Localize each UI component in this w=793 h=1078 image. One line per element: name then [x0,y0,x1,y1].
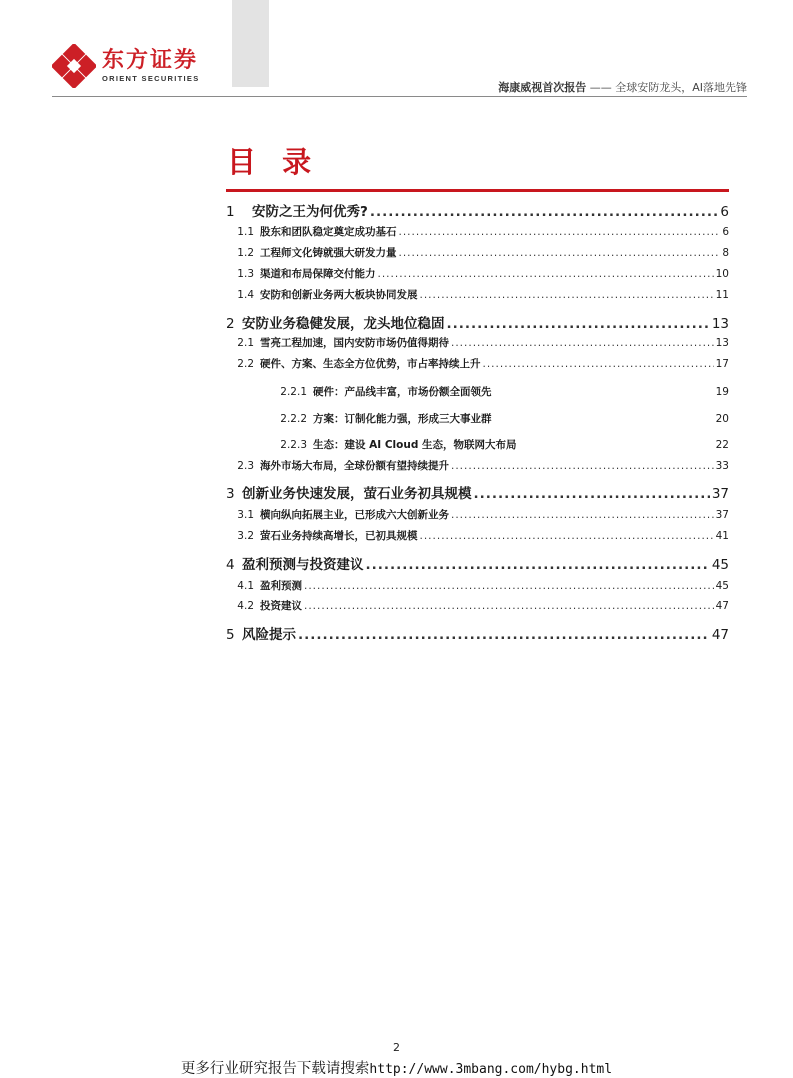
toc-entry-page: 45 [715,580,729,592]
toc-entry-number: 3 [226,486,235,502]
toc-entry-page: 13 [715,337,729,349]
toc-dot-leader [474,484,710,504]
toc-dot-leader [399,245,721,261]
toc-entry[interactable] [226,578,729,594]
toc-entry-number: 1.1 [237,226,254,238]
toc-entry[interactable] [226,202,729,222]
download-footer[interactable] [0,1057,793,1078]
toc-entry[interactable] [226,528,729,544]
orient-securities-logo-icon [52,44,96,88]
toc-entry-number: 1.3 [237,268,254,280]
page-number: 2 [393,1041,400,1054]
toc-entry[interactable] [226,458,729,474]
toc-entry-label: 硬件：产品线丰富，市场份额全面领先 [313,386,492,398]
toc-entry-label: 雪亮工程加速，国内安防市场仍值得期待 [260,337,449,349]
header-divider [52,96,747,97]
toc-entry-label: 安防业务稳健发展，龙头地位稳固 [242,316,445,332]
toc-entry-number: 2.1 [237,337,254,349]
toc-entry[interactable] [226,335,729,351]
toc-entry-label: 安防之王为何优秀? [252,204,368,220]
company-logo [52,44,200,88]
toc-entry-label: 方案：订制化能力强，形成三大事业群 [313,413,492,425]
toc-entry[interactable] [226,356,729,372]
toc-entry-number: 2.2.2 [280,413,307,425]
toc-entry-page: 11 [715,289,729,301]
toc-dot-leader [298,625,710,645]
toc-entry-number: 2.2.1 [280,386,307,398]
toc-entry-number: 1.2 [237,247,254,259]
report-subtitle: 全球安防龙头，AI落地先锋 [615,81,747,94]
toc-entry-number: 4.2 [237,600,254,612]
toc-dot-leader [420,287,714,303]
toc-entry-label: 盈利预测 [260,580,302,592]
report-title: 海康威视首次报告 [498,81,587,94]
toc-entry-number: 2.3 [237,460,254,472]
toc-entry-page: 13 [711,316,729,332]
report-header-title [498,79,747,95]
logo-english-name: ORIENT SECURITIES [102,74,200,83]
toc-entry-number: 5 [226,627,235,643]
toc-entry-number: 4 [226,557,235,573]
toc-entry-page: 19 [715,386,729,398]
toc-entry-page: 47 [711,627,729,643]
toc-entry-page: 8 [722,247,729,259]
toc-entry-page: 20 [715,413,729,425]
logo-chinese-name: 东方证券 [102,48,199,73]
toc-entry-number: 1 [226,204,235,220]
toc-entry[interactable] [226,245,729,261]
toc-entry-label: 硬件、方案、生态全方位优势，市占率持续上升 [260,358,481,370]
toc-entry-page: 41 [715,530,729,542]
toc-entry-label: 创新业务快速发展，萤石业务初具规模 [242,486,472,502]
toc-entry-page: 22 [715,439,729,451]
toc-dot-leader [483,356,714,372]
download-url[interactable]: http://www.3mbang.com/hybg.html [369,1062,613,1077]
toc-entry-label: 工程师文化铸就强大研发力量 [260,247,397,259]
toc-entry[interactable] [226,314,729,334]
toc-entry[interactable] [226,507,729,523]
toc-entry-label: 盈利预测与投资建议 [242,557,364,573]
toc-entry-number: 2.2.3 [280,439,307,451]
header-gray-band [232,0,269,87]
toc-entry-page: 17 [715,358,729,370]
toc-entry-page: 6 [720,204,729,220]
toc-entry-label: 风险提示 [242,627,296,643]
toc-entry-page: 6 [722,226,729,238]
toc-entry[interactable] [226,625,729,645]
toc-entry-number: 1.4 [237,289,254,301]
toc-entry-page: 47 [715,600,729,612]
toc-entry-page: 37 [715,509,729,521]
toc-entry-label: 海外市场大布局，全球份额有望持续提升 [260,460,449,472]
toc-entry-number: 3.1 [237,509,254,521]
toc-entry[interactable] [226,287,729,303]
toc-dot-leader [366,555,710,575]
toc-dot-leader [399,224,721,240]
toc-entry-label: 萤石业务持续高增长，已初具规模 [260,530,418,542]
toc-entry[interactable] [226,598,729,614]
toc-heading: 目 录 [227,145,320,179]
toc-entry[interactable] [226,411,729,427]
toc-dot-leader [304,598,714,614]
toc-dot-leader [370,202,719,222]
toc-entry-page: 37 [711,486,729,502]
toc-dot-leader [451,507,714,523]
toc-entry-page: 33 [715,460,729,472]
toc-entry-label: 投资建议 [260,600,302,612]
toc-entry[interactable] [226,224,729,240]
toc-entry-label: 股东和团队稳定奠定成功基石 [260,226,397,238]
toc-entry-number: 4.1 [237,580,254,592]
toc-dot-leader [451,335,714,351]
toc-entry-label: 生态：建设 AI Cloud 生态，物联网大布局 [313,439,517,451]
toc-dot-leader [378,266,714,282]
toc-dot-leader [447,314,710,334]
toc-entry-page: 10 [715,268,729,280]
toc-entry-number: 2.2 [237,358,254,370]
toc-dot-leader [304,578,714,594]
header-separator: —— [589,81,612,94]
toc-entry-page: 45 [711,557,729,573]
toc-heading-underline [226,189,729,192]
toc-entry-label: 安防和创新业务两大板块协同发展 [260,289,418,301]
toc-dot-leader [420,528,714,544]
toc-entry-label: 横向纵向拓展主业，已形成六大创新业务 [260,509,449,521]
toc-entry[interactable] [226,555,729,575]
toc-entry[interactable] [226,266,729,282]
toc-entry[interactable] [226,437,729,453]
download-text: 更多行业研究报告下载请搜索 [180,1061,370,1077]
toc-entry-label: 渠道和布局保障交付能力 [260,268,376,280]
toc-entry[interactable] [226,484,729,504]
toc-entry-number: 2 [226,316,235,332]
toc-entry[interactable] [226,384,729,400]
toc-dot-leader [451,458,714,474]
toc-entry-number: 3.2 [237,530,254,542]
